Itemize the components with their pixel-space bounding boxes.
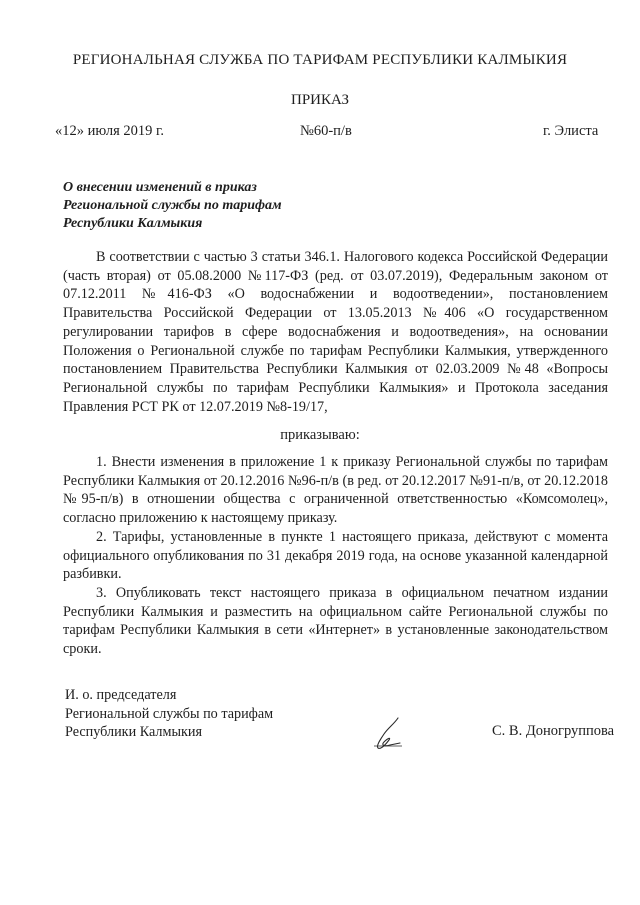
order-subject [63, 179, 282, 233]
order-item: 2. Тарифы, установленные в пункте 1 настоящего приказа, действуют с момента официального опубликования по 31 декабря 2019 года, на основе указанной календарной разбивки. [63, 528, 608, 583]
order-item: 3. Опубликовать текст настоящего приказа в официальном печатном издании Республики Калмыкия и разместить на официальном сайте Региональной службы по тарифам Республики Калмыкия в сети «Интернет» в установленные законодательством сроки. [63, 584, 608, 658]
order-items [63, 453, 608, 659]
handwritten-signature [372, 716, 404, 752]
position-line: И. о. председателя [65, 687, 177, 703]
position-line: Региональной службы по тарифам [65, 705, 274, 722]
decree-word: приказываю: [280, 427, 360, 443]
order-city: г. Элиста [543, 123, 599, 139]
order-date: «12» июля 2019 г. [55, 123, 164, 139]
order-item: 1. Внести изменения в приложение 1 к приказу Региональной службы по тарифам Республики Калмыкия от 20.12.2016 №96-п/в (в ред. от 20.12.2017 №91-п/в, от 20.12.2018 №95-п/в) в отношении общества с ограниченной ответственностью «Комсомолец», согласно приложению к настоящему приказу. [63, 454, 608, 527]
position-line: Республики Калмыкия [65, 724, 203, 740]
document-type: ПРИКАЗ [291, 92, 349, 108]
preamble-paragraph: В соответствии с частью 3 статьи 346.1. Налогового кодекса Российской Федерации (часть вторая) от 05.08.2000 №117-ФЗ (ред. от 03.07.2019), Федеральным законом от 07.12.2011 №416-ФЗ «О водоснабжении и водоотведении», постановлением Правительства Российской Федерации от 13.05.2013 №406 «О государственном регулировании тарифов в сфере водоснабжения и водоотведения», на основании Положения о Региональной службе по тарифам Республики Калмыкия, утвержденного постановлением Правительства Республики Калмыкия от 02.03.2009 №48 «Вопросы Региональной службы по тарифам Республики Калмыкия» и Протокола заседания Правления РСТ РК от 12.07.2019 №8-19/17, [63, 249, 608, 415]
subject-line: Региональной службы по тарифам [63, 198, 282, 213]
signatory-position [65, 686, 273, 742]
organization-name: РЕГИОНАЛЬНАЯ СЛУЖБА ПО ТАРИФАМ РЕСПУБЛИКИ КАЛМЫКИЯ [72, 52, 568, 68]
signer-name: С. В. Доногруппова [492, 723, 615, 739]
subject-line: О внесении изменений в приказ [63, 180, 257, 195]
subject-line: Республики Калмыкия [63, 216, 203, 231]
order-number: №60-п/в [300, 123, 352, 139]
